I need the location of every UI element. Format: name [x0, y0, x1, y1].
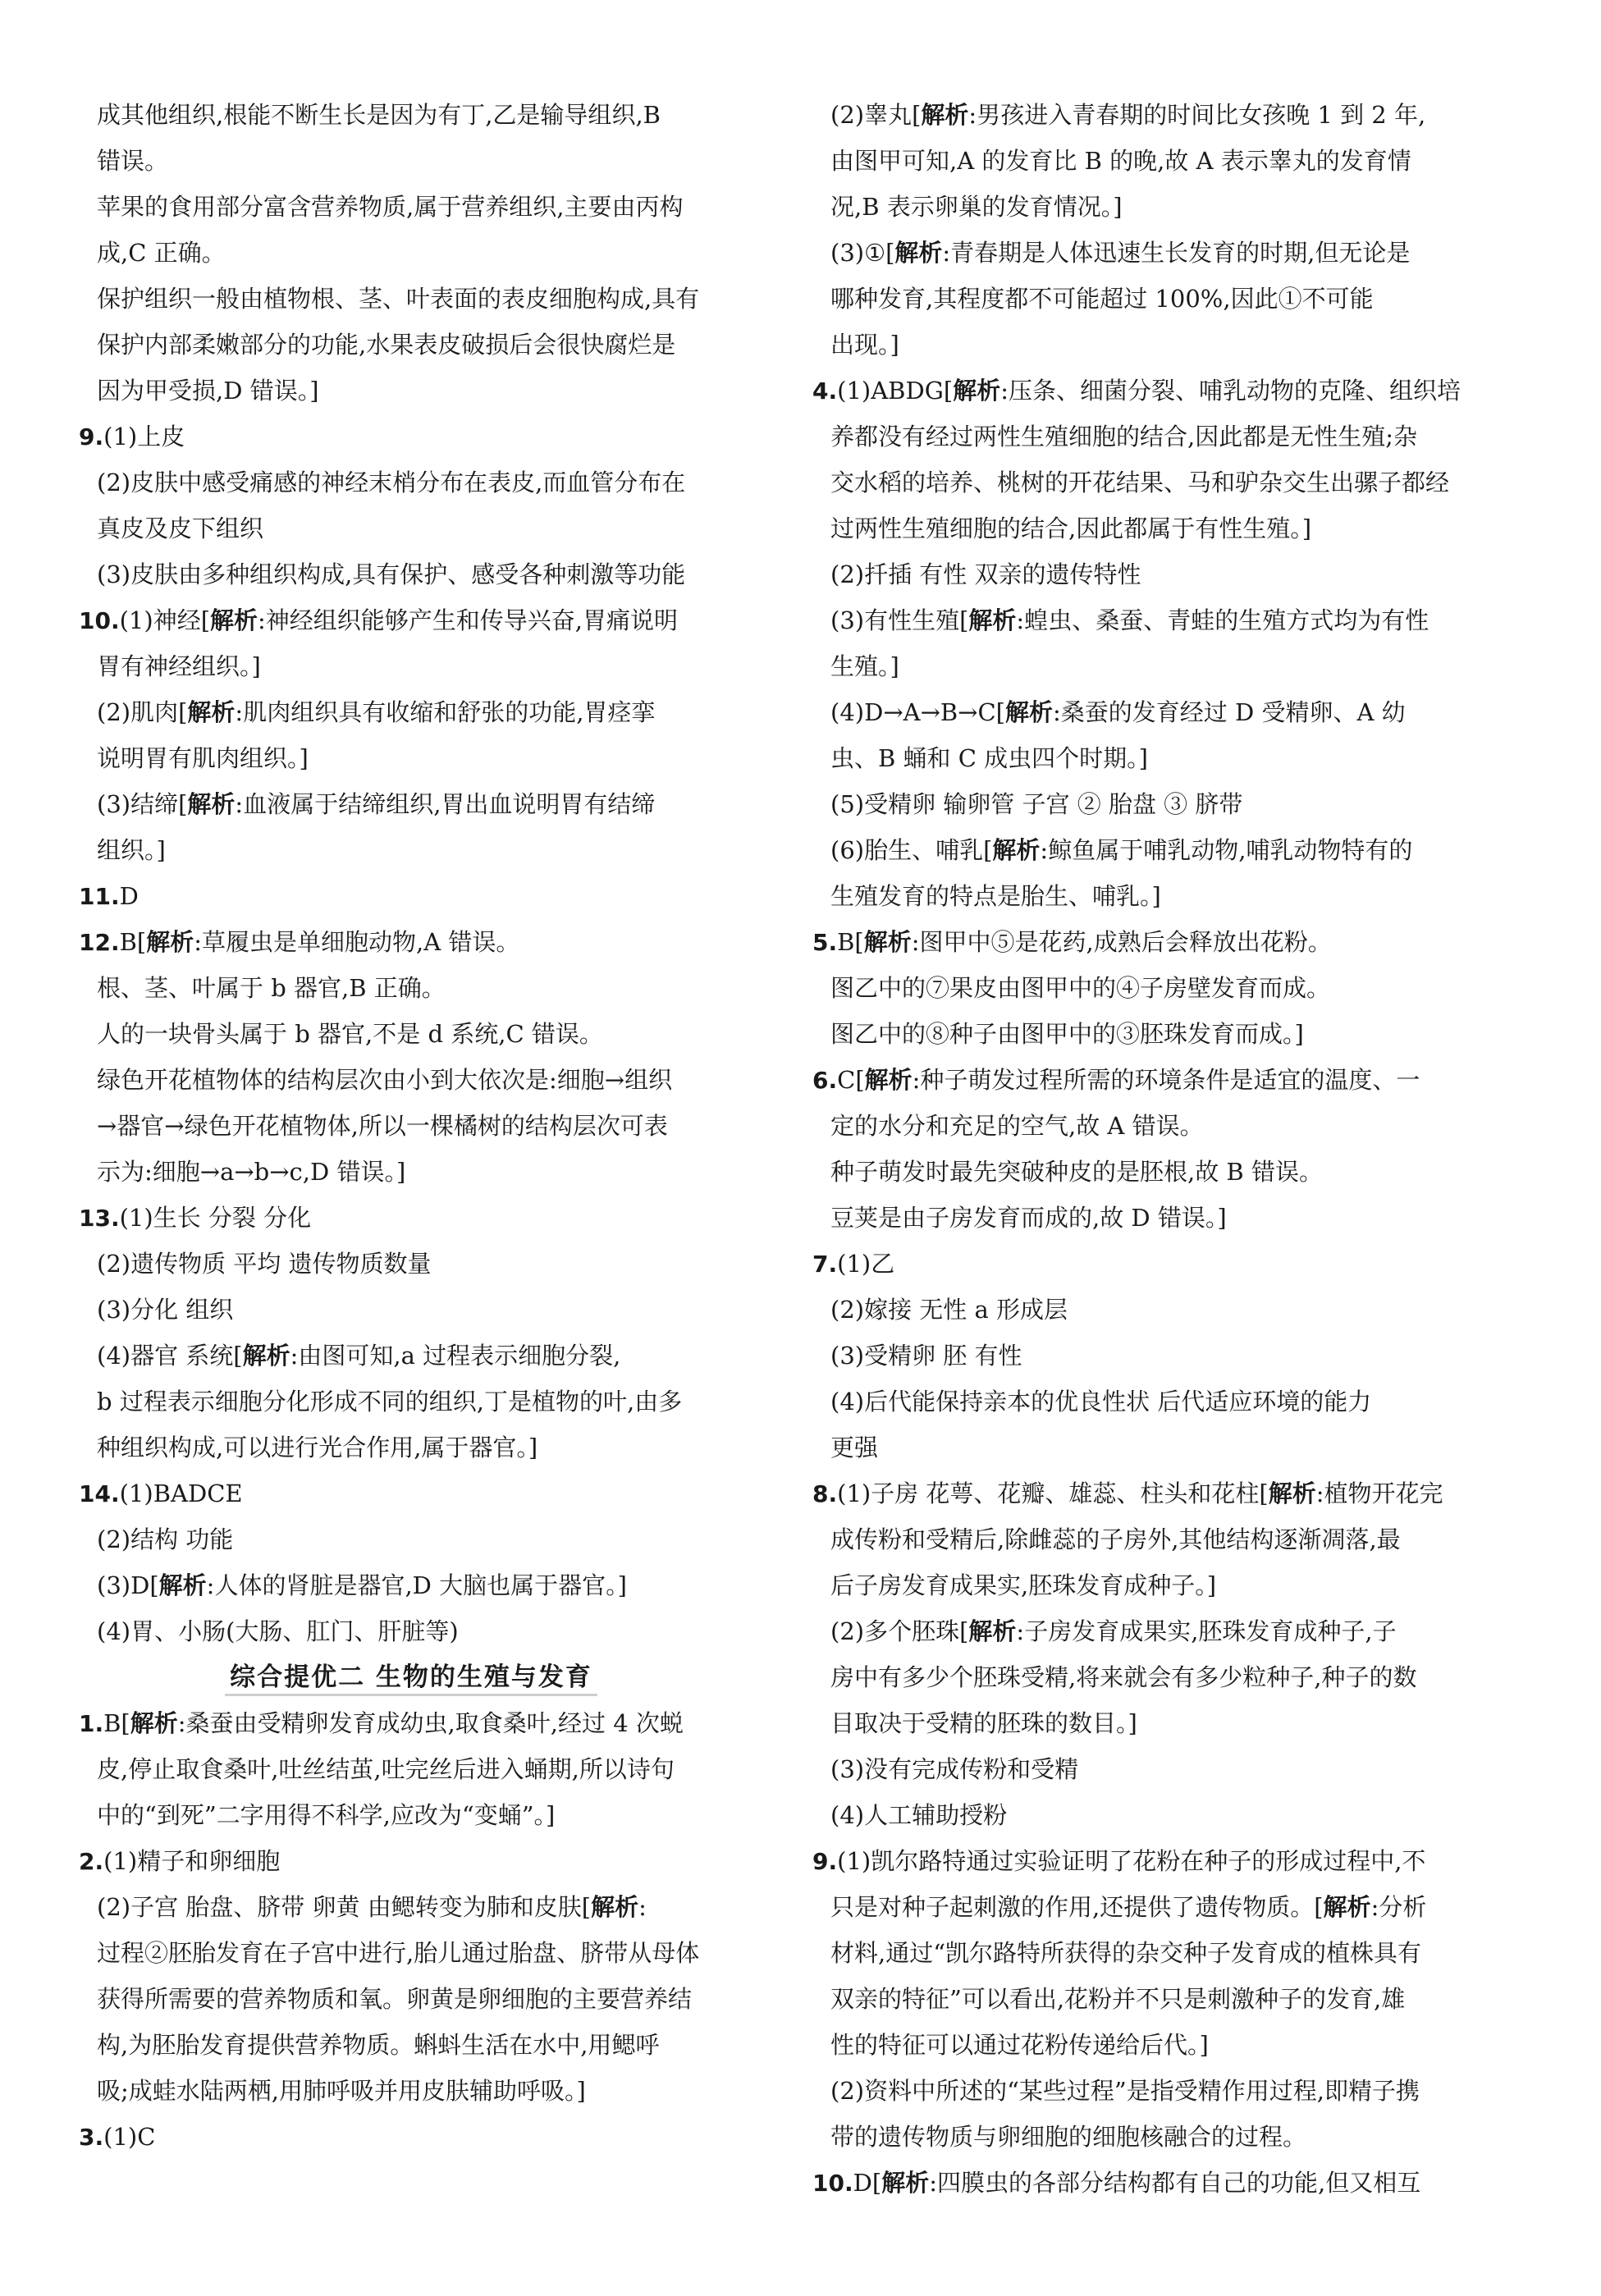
line-text: (2)睾丸[ [830, 101, 922, 129]
line-text: 后子房发育成果实,胚珠发育成种子。] [830, 1571, 1217, 1599]
text-line [812, 1562, 1494, 1608]
line-text: 目取决于受精的胚珠的数目。] [830, 1709, 1137, 1737]
text-line [812, 1195, 1494, 1241]
line-text: B[ [119, 928, 147, 956]
analysis-label: 解析 [158, 1571, 207, 1599]
analysis-label: 解析 [992, 836, 1041, 864]
line-text: 图乙中的⑧种子由图甲中的③胚珠发育而成。] [830, 1020, 1304, 1048]
text-line [79, 965, 743, 1011]
text-line [812, 2160, 1494, 2206]
text-line [812, 2068, 1494, 2114]
analysis-label: 解析 [1323, 1893, 1371, 1921]
text-line [79, 414, 743, 460]
text-line [812, 2022, 1494, 2068]
text-line [812, 1654, 1494, 1700]
text-line [812, 1792, 1494, 1838]
question-number: 10. [812, 2170, 853, 2197]
text-line [812, 414, 1494, 460]
text-line [812, 1470, 1494, 1516]
line-text: 成传粉和受精后,除雌蕊的子房外,其他结构逐渐凋落,最 [830, 1525, 1401, 1553]
text-line [812, 781, 1494, 827]
text-line [812, 230, 1494, 276]
text-line [812, 1379, 1494, 1425]
line-text: 由图甲可知,A 的发育比 B 的晚,故 A 表示睾丸的发育情 [830, 147, 1411, 175]
section-heading [79, 1654, 743, 1700]
line-text: 构,为胚胎发育提供营养物质。蝌蚪生活在水中,用鳃呼 [97, 2031, 660, 2059]
line-text: (1)神经[ [119, 606, 211, 634]
text-line [79, 1470, 743, 1516]
analysis-label: 解析 [953, 377, 1001, 405]
line-text: (2)结构 功能 [97, 1525, 234, 1553]
line-text: 胃有神经组织。] [97, 652, 261, 680]
text-line [812, 1700, 1494, 1746]
line-text: (1)C [103, 2123, 156, 2151]
analysis-label: 解析 [210, 606, 258, 634]
text-line [79, 781, 743, 827]
text-line [79, 1149, 743, 1195]
line-text-rest: :蝗虫、桑蚕、青蛙的生殖方式均为有性 [1016, 606, 1429, 634]
text-line [79, 1425, 743, 1470]
line-text: (3)没有完成传粉和受精 [830, 1755, 1079, 1783]
text-line [79, 460, 743, 505]
line-text: 材料,通过“凯尔路特所获得的杂交种子发育成的植株具有 [830, 1939, 1422, 1967]
line-text-rest: :压条、细菌分裂、哺乳动物的克隆、组织培 [1000, 377, 1461, 405]
line-text: (3)分化 组织 [97, 1296, 234, 1324]
text-line [812, 1425, 1494, 1470]
question-number: 8. [812, 1480, 838, 1507]
analysis-label: 解析 [130, 1709, 178, 1737]
line-text: 吸;成蛙水陆两栖,用肺呼吸并用皮肤辅助呼吸。] [97, 2077, 586, 2105]
text-line [812, 1976, 1494, 2022]
line-text: (4)后代能保持亲本的优良性状 后代适应环境的能力 [830, 1388, 1372, 1416]
question-number: 7. [812, 1251, 838, 1278]
line-text: 哪种发育,其程度都不可能超过 100%,因此①不可能 [830, 285, 1374, 313]
text-line [812, 1149, 1494, 1195]
text-line [79, 184, 743, 230]
analysis-label: 解析 [1004, 698, 1053, 726]
text-line [79, 1379, 743, 1425]
line-text: (2)多个胚珠[ [830, 1617, 969, 1645]
text-line [79, 551, 743, 597]
text-line [812, 827, 1494, 873]
analysis-label: 解析 [187, 698, 236, 726]
line-text: 保护组织一般由植物根、茎、叶表面的表皮细胞构成,具有 [97, 285, 700, 313]
text-line [812, 643, 1494, 689]
line-text: 人的一块骨头属于 b 器官,不是 d 系统,C 错误。 [97, 1020, 603, 1048]
line-text: 苹果的食用部分富含营养物质,属于营养组织,主要由丙构 [97, 193, 684, 221]
line-text: (1)ABDG[ [837, 377, 954, 405]
line-text-rest: :分析 [1370, 1893, 1427, 1921]
question-number: 2. [79, 1848, 104, 1875]
line-text: (3)①[ [830, 239, 895, 267]
line-text: 获得所需要的营养物质和氧。卵黄是卵细胞的主要营养结 [97, 1985, 693, 2013]
text-line [812, 1930, 1494, 1976]
text-line [79, 322, 743, 368]
text-line [812, 2114, 1494, 2160]
analysis-label: 解析 [921, 101, 969, 129]
text-line [79, 2114, 743, 2160]
line-text: 组织。] [97, 836, 166, 864]
question-number: 12. [79, 929, 120, 956]
line-text: (6)胎生、哺乳[ [830, 836, 993, 864]
line-text: 生殖。] [830, 652, 899, 680]
text-line [79, 1195, 743, 1241]
question-number: 10. [79, 607, 120, 634]
text-line [79, 1057, 743, 1103]
line-text: 成,C 正确。 [97, 239, 226, 267]
line-text: 绿色开花植物体的结构层次由小到大依次是:细胞→组织 [97, 1066, 673, 1094]
text-line [812, 322, 1494, 368]
analysis-label: 解析 [187, 790, 236, 818]
text-line [79, 230, 743, 276]
line-text: (2)子宫 胎盘、脐带 卵黄 由鳃转变为肺和皮肤[ [97, 1893, 592, 1921]
line-text: 性的特征可以通过花粉传递给后代。] [830, 2031, 1209, 2059]
line-text: 带的遗传物质与卵细胞的细胞核融合的过程。 [830, 2123, 1307, 2151]
left-column [79, 92, 743, 2160]
text-line [812, 1838, 1494, 1884]
text-line [812, 1608, 1494, 1654]
line-text: 过两性生殖细胞的结合,因此都属于有性生殖。] [830, 515, 1312, 542]
text-line [812, 1103, 1494, 1149]
text-line [79, 643, 743, 689]
line-text: 根、茎、叶属于 b 器官,B 正确。 [97, 974, 446, 1002]
line-text: B[ [837, 928, 864, 956]
analysis-label: 解析 [591, 1893, 639, 1921]
line-text: →器官→绿色开花植物体,所以一棵橘树的结构层次可表 [97, 1112, 668, 1140]
line-text-rest: : [638, 1893, 647, 1921]
line-text: B[ [103, 1709, 130, 1737]
question-number: 9. [79, 423, 104, 451]
line-text: (1)凯尔路特通过实验证明了花粉在种子的形成过程中,不 [837, 1847, 1426, 1875]
text-line [79, 1516, 743, 1562]
text-line [812, 735, 1494, 781]
text-line [812, 919, 1494, 965]
line-text: 豆荚是由子房发育而成的,故 D 错误。] [830, 1204, 1227, 1232]
line-text: 保护内部柔嫩部分的功能,水果表皮破损后会很快腐烂是 [97, 331, 676, 359]
line-text: 说明胃有肌肉组织。] [97, 744, 309, 772]
analysis-label: 解析 [881, 2169, 930, 2197]
text-line [79, 1011, 743, 1057]
text-line [812, 597, 1494, 643]
analysis-label: 解析 [864, 1066, 913, 1094]
line-text-rest: :草履虫是单细胞动物,A 错误。 [194, 928, 520, 956]
question-number: 3. [79, 2124, 104, 2151]
line-text-rest: :桑蚕由受精卵发育成幼虫,取食桑叶,经过 4 次蜕 [177, 1709, 684, 1737]
line-text: 况,B 表示卵巢的发育情况。] [830, 193, 1123, 221]
text-line [79, 873, 743, 919]
text-line [79, 505, 743, 551]
line-text: 真皮及皮下组织 [97, 515, 264, 542]
text-line [812, 1241, 1494, 1287]
line-text: 只是对种子起刺激的作用,还提供了遗传物质。[ [830, 1893, 1324, 1921]
text-line [79, 597, 743, 643]
line-text: 定的水分和充足的空气,故 A 错误。 [830, 1112, 1204, 1140]
line-text: (2)遗传物质 平均 遗传物质数量 [97, 1250, 432, 1278]
text-line [812, 1884, 1494, 1930]
text-line [79, 368, 743, 414]
analysis-label: 解析 [968, 606, 1017, 634]
text-line [79, 919, 743, 965]
question-number: 14. [79, 1480, 120, 1507]
text-line [812, 368, 1494, 414]
question-number: 5. [812, 929, 838, 956]
line-text-rest: :由图可知,a 过程表示细胞分裂, [290, 1342, 621, 1370]
line-text-rest: :植物开花完 [1315, 1480, 1443, 1507]
line-text: 虫、B 蛹和 C 成虫四个时期。] [830, 744, 1148, 772]
line-text: 过程②胚胎发育在子宫中进行,胎儿通过胎盘、脐带从母体 [97, 1939, 700, 1967]
line-text-rest: :青春期是人体迅速生长发育的时期,但无论是 [942, 239, 1411, 267]
line-text: (3)结缔[ [97, 790, 188, 818]
line-text: 生殖发育的特点是胎生、哺乳。] [830, 882, 1161, 910]
line-text: (3)有性生殖[ [830, 606, 969, 634]
text-line [79, 92, 743, 138]
line-text: 种组织构成,可以进行光合作用,属于器官。] [97, 1434, 538, 1461]
text-line [812, 1011, 1494, 1057]
line-text: 交水稻的培养、桃树的开花结果、马和驴杂交生出骡子都经 [830, 469, 1450, 496]
analysis-label: 解析 [894, 239, 943, 267]
analysis-label: 解析 [242, 1342, 290, 1370]
line-text: (4)胃、小肠(大肠、肛门、肝脏等) [97, 1617, 459, 1645]
question-number: 4. [812, 377, 838, 405]
line-text: C[ [837, 1066, 865, 1094]
text-line [79, 276, 743, 322]
line-text-rest: :男孩进入青春期的时间比女孩晚 1 到 2 年, [968, 101, 1426, 129]
line-text: (5)受精卵 输卵管 子宫 ② 胎盘 ③ 脐带 [830, 790, 1243, 818]
text-line [812, 92, 1494, 138]
line-text: 错误。 [97, 147, 169, 175]
line-text: (3)受精卵 胚 有性 [830, 1342, 1022, 1370]
line-text: (1)子房 花萼、花瓣、雄蕊、柱头和花柱[ [837, 1480, 1269, 1507]
line-text-rest: :血液属于结缔组织,胃出血说明胃有结缔 [235, 790, 656, 818]
line-text-rest: :图甲中⑤是花药,成熟后会释放出花粉。 [911, 928, 1332, 956]
line-text-rest: :肌肉组织具有收缩和舒张的功能,胃痉挛 [235, 698, 656, 726]
analysis-label: 解析 [863, 928, 912, 956]
text-line [79, 1930, 743, 1976]
text-line [79, 1562, 743, 1608]
line-text: (2)嫁接 无性 a 形成层 [830, 1296, 1068, 1324]
text-line [79, 2022, 743, 2068]
text-line [79, 138, 743, 184]
line-text: (4)D→A→B→C[ [830, 698, 1005, 726]
line-text: 双亲的特征”可以看出,花粉并不只是刺激种子的发育,雄 [830, 1985, 1406, 2013]
line-text-rest: :人体的肾脏是器官,D 大脑也属于器官。] [206, 1571, 627, 1599]
question-number: 6. [812, 1067, 838, 1094]
text-line [812, 276, 1494, 322]
text-line [79, 1700, 743, 1746]
text-line [812, 873, 1494, 919]
line-text: (1)上皮 [103, 423, 185, 451]
text-line [812, 551, 1494, 597]
section-heading-text: 综合提优二 生物的生殖与发育 [225, 1663, 597, 1696]
text-line [812, 689, 1494, 735]
text-line [79, 1884, 743, 1930]
text-line [79, 1792, 743, 1838]
line-text: 示为:细胞→a→b→c,D 错误。] [97, 1158, 406, 1186]
text-line [79, 1608, 743, 1654]
text-line [812, 1333, 1494, 1379]
line-text: (3)D[ [97, 1571, 159, 1599]
line-text: 皮,停止取食桑叶,吐丝结茧,吐完丝后进入蛹期,所以诗句 [97, 1755, 675, 1783]
line-text-rest: :鲸鱼属于哺乳动物,哺乳动物特有的 [1040, 836, 1413, 864]
line-text-rest: :桑蚕的发育经过 D 受精卵、A 幼 [1053, 698, 1406, 726]
line-text: (1)生长 分裂 分化 [119, 1204, 312, 1232]
line-text-rest: :神经组织能够产生和传导兴奋,胃痛说明 [258, 606, 679, 634]
question-number: 1. [79, 1710, 104, 1737]
text-line [79, 1333, 743, 1379]
line-text-rest: :子房发育成果实,胚珠发育成种子,子 [1016, 1617, 1397, 1645]
text-line [812, 184, 1494, 230]
line-text: (2)肌肉[ [97, 698, 188, 726]
line-text-rest: :四膜虫的各部分结构都有自己的功能,但又相互 [929, 2169, 1421, 2197]
question-number: 13. [79, 1205, 120, 1232]
line-text: (4)器官 系统[ [97, 1342, 243, 1370]
line-text: 养都没有经过两性生殖细胞的结合,因此都是无性生殖;杂 [830, 423, 1417, 451]
text-line [812, 1057, 1494, 1103]
text-line [79, 1976, 743, 2022]
line-text: 出现。] [830, 331, 899, 359]
right-column [812, 92, 1494, 2206]
line-text: (2)扦插 有性 双亲的遗传特性 [830, 560, 1141, 588]
text-line [812, 138, 1494, 184]
line-text: 因为甲受损,D 错误。] [97, 377, 319, 405]
line-text: 中的“到死”二字用得不科学,应改为“变蛹”。] [97, 1801, 556, 1829]
question-number: 9. [812, 1848, 838, 1875]
text-line [812, 1746, 1494, 1792]
text-line [79, 1103, 743, 1149]
analysis-label: 解析 [1268, 1480, 1316, 1507]
text-line [79, 689, 743, 735]
text-line [79, 2068, 743, 2114]
line-text: (3)皮肤由多种组织构成,具有保护、感受各种刺激等功能 [97, 560, 686, 588]
analysis-label: 解析 [968, 1617, 1017, 1645]
question-number: 11. [79, 883, 120, 910]
line-text: 图乙中的⑦果皮由图甲中的④子房壁发育而成。 [830, 974, 1331, 1002]
text-line [812, 460, 1494, 505]
text-line [79, 827, 743, 873]
text-line [79, 1838, 743, 1884]
text-line [79, 735, 743, 781]
line-text: D [119, 882, 139, 910]
line-text: (1)乙 [837, 1250, 895, 1278]
line-text: b 过程表示细胞分化形成不同的组织,丁是植物的叶,由多 [97, 1388, 683, 1416]
text-line [812, 965, 1494, 1011]
line-text: (1)精子和卵细胞 [103, 1847, 281, 1875]
line-text: 成其他组织,根能不断生长是因为有丁,乙是输导组织,B [97, 101, 661, 129]
text-line [79, 1746, 743, 1792]
text-line [812, 505, 1494, 551]
line-text: D[ [853, 2169, 882, 2197]
line-text: 更强 [830, 1434, 879, 1461]
text-line [812, 1287, 1494, 1333]
line-text: (2)皮肤中感受痛感的神经末梢分布在表皮,而血管分布在 [97, 469, 686, 496]
line-text: (2)资料中所述的“某些过程”是指受精作用过程,即精子携 [830, 2077, 1420, 2105]
text-line [79, 1287, 743, 1333]
line-text: 房中有多少个胚珠受精,将来就会有多少粒种子,种子的数 [830, 1663, 1417, 1691]
line-text: 种子萌发时最先突破种皮的是胚根,故 B 错误。 [830, 1158, 1323, 1186]
text-line [812, 1516, 1494, 1562]
analysis-label: 解析 [146, 928, 194, 956]
text-line [79, 1241, 743, 1287]
line-text-rest: :种子萌发过程所需的环境条件是适宜的温度、一 [912, 1066, 1420, 1094]
line-text: (1)BADCE [119, 1480, 243, 1507]
line-text: (4)人工辅助授粉 [830, 1801, 1008, 1829]
